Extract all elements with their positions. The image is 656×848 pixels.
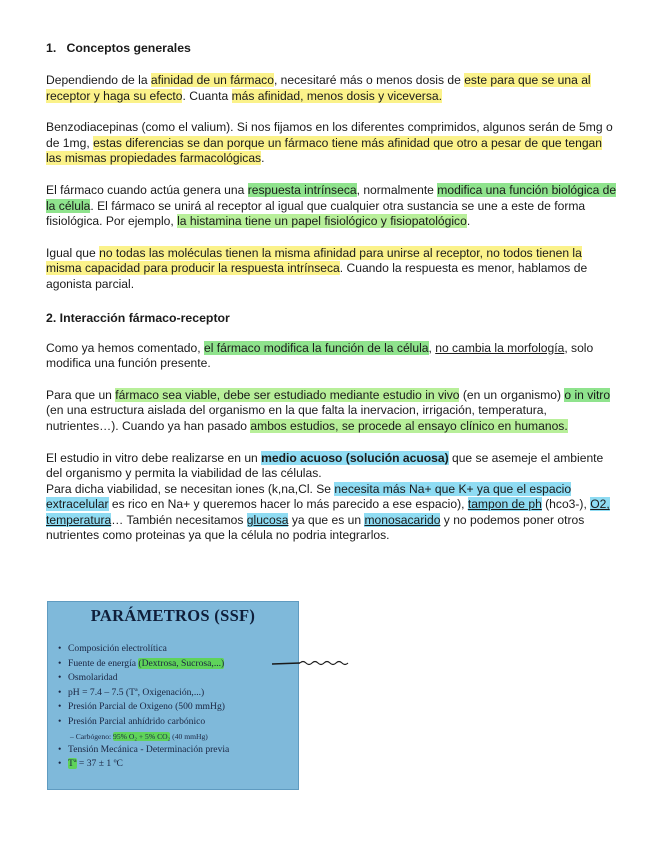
- highlight: fármaco sea viable, debe ser estudiado mediante estudio in vivo: [115, 387, 460, 402]
- section-heading-interaccion: 2. Interacción fármaco-receptor: [46, 310, 230, 325]
- bullet-icon: •: [58, 657, 62, 669]
- text-run: .: [466, 214, 471, 229]
- highlight: modifica una función biológica de la célula: [46, 182, 617, 213]
- highlight: estas diferencias se dan porque un fármaco tiene más afinidad que otro a pesar de que tengan las mismas propiedades farmacológicas: [46, 135, 603, 166]
- slide-item: • Presión Parcial de Oxigeno (500 mmHg): [58, 700, 298, 715]
- text-run: (en un organismo): [459, 387, 565, 402]
- slide-item: • Fuente de energía (Dextrosa, Sucrosa,...): [58, 657, 298, 672]
- highlight: o in vitro: [564, 387, 611, 402]
- highlight: medio acuoso (solución acuosa): [261, 450, 449, 465]
- paragraph-modifica-funcion: [46, 341, 618, 372]
- highlight: monosacarido: [364, 512, 441, 527]
- text-run: Igual que: [46, 245, 100, 260]
- highlight: 95% O₂ + 5% CO₂: [113, 731, 171, 741]
- text-run: y no podemos poner otros nutrientes como proteinas ya que la célula no podria integrarlos.: [46, 512, 585, 543]
- bullet-icon: •: [58, 758, 62, 770]
- text-run: Benzodiacepinas (como el valium). Si nos fijamos en los diferentes comprimidos, algunos serán de 5mg o de 1mg,: [46, 120, 613, 150]
- paragraph-in-vitro: [46, 451, 618, 482]
- text-run: (hco3-),: [541, 497, 591, 512]
- text-run: El fármaco cuando actúa genera una: [46, 182, 248, 197]
- text-run: Como ya hemos comentado,: [46, 340, 204, 355]
- underline: no cambia la morfología: [435, 340, 565, 355]
- highlight: (Dextrosa, Sucrosa,...): [138, 657, 225, 669]
- highlight: este para que se una al receptor y haga su efecto: [46, 73, 591, 103]
- text-run: . Cuanta: [182, 88, 232, 103]
- highlight: necesita más Na+ que K+ ya que el espacio extracelular: [46, 481, 572, 512]
- text-run: es rico en Na+ y queremos hacer lo más parecido a ese espacio),: [108, 497, 468, 512]
- slide-item: • Tª = 37 ± 1 ºC: [58, 757, 298, 772]
- bullet-icon: •: [58, 715, 62, 727]
- bullet-icon: •: [58, 672, 62, 684]
- document-body: [46, 36, 618, 544]
- text-run: … También necesitamos: [111, 512, 247, 527]
- slide-item: • pH = 7.4 – 7.5 (Tª, Oxigenación,...): [58, 686, 298, 701]
- text-run: ,: [428, 340, 436, 355]
- paragraph-respuesta-intrinseca: [46, 183, 618, 230]
- highlight: respuesta intrínseca: [247, 182, 357, 197]
- highlight: ambos estudios, se procede al ensayo clínico en humanos.: [250, 418, 568, 433]
- text-run: Para dicha viabilidad, se necesitan iones (k,na,Cl. Se: [46, 481, 335, 496]
- bullet-icon: •: [58, 686, 62, 698]
- highlight: no todas las moléculas tienen la misma afinidad para unirse al receptor, no todos tienen la misma capacidad para producir la respuesta intrínseca: [46, 245, 582, 276]
- text-run: , solo modifica una función presente.: [46, 340, 594, 371]
- slide-list: [58, 642, 298, 772]
- paragraph-afinidad: [46, 73, 618, 104]
- highlight: afinidad de un fármaco: [150, 73, 274, 87]
- text-run: El estudio in vitro debe realizarse en un: [46, 450, 262, 465]
- text-run: (en una estructura aislada del organismo en la que falta la inervacion, irrigación, temperatura, nutrientes…). Cuando ya han pasado: [46, 403, 547, 433]
- text-run: .: [261, 151, 265, 166]
- highlight: el fármaco modifica la función de la célula: [203, 340, 429, 355]
- text-run: ya que es un: [288, 512, 365, 527]
- text-run: que se asemeje el ambiente del organismo y permita la viabilidad de las células.: [46, 450, 604, 481]
- highlight: la histamina tiene un papel fisiológico y fisiopatológico: [177, 214, 467, 229]
- slide-item: • Tensión Mecánica - Determinación previa: [58, 743, 298, 758]
- paragraph-viable: [46, 388, 618, 435]
- parametros-slide-image: [47, 601, 299, 790]
- highlight: más afinidad, menos dosis y viceversa.: [231, 88, 442, 103]
- bullet-icon: •: [58, 643, 62, 654]
- text-run: , normalmente: [356, 182, 438, 197]
- slide-item: • Composición electrolítica: [58, 642, 298, 657]
- highlight: glucosa: [246, 512, 289, 527]
- handwritten-annotation: [270, 658, 358, 670]
- paragraph-viabilidad: [46, 482, 618, 544]
- highlight: tampon de ph: [467, 497, 542, 512]
- text-run: Para que un: [46, 387, 116, 402]
- text-run: . El fármaco se unirá al receptor al igual que cualquier otra sustancia se une a este de forma fisiológica. Por ejemplo,: [46, 198, 586, 229]
- text-run: Dependiendo de la: [46, 73, 151, 87]
- slide-subitem: – Carbógeno: 95% O₂ + 5% CO₂ (40 mmHg): [70, 731, 208, 741]
- text-run: , necesitaré más o menos dosis de: [273, 73, 465, 87]
- paragraph-benzodiacepinas: [46, 120, 618, 167]
- bullet-icon: •: [58, 701, 62, 713]
- bullet-icon: •: [58, 743, 62, 755]
- slide-item: • Osmolaridad: [58, 671, 298, 686]
- paragraph-agonista-parcial: [46, 246, 618, 293]
- slide-item: • Presión Parcial anhídrido carbónico: [58, 715, 298, 730]
- text-run: . Cuando la respuesta es menor, hablamos de agonista parcial.: [46, 261, 588, 291]
- slide-title: PARÁMETROS (SSF): [90, 606, 256, 625]
- highlight: O2, temperatura: [46, 497, 610, 527]
- section-heading-conceptos: 1. Conceptos generales: [46, 41, 191, 55]
- highlight: Tª: [68, 758, 77, 770]
